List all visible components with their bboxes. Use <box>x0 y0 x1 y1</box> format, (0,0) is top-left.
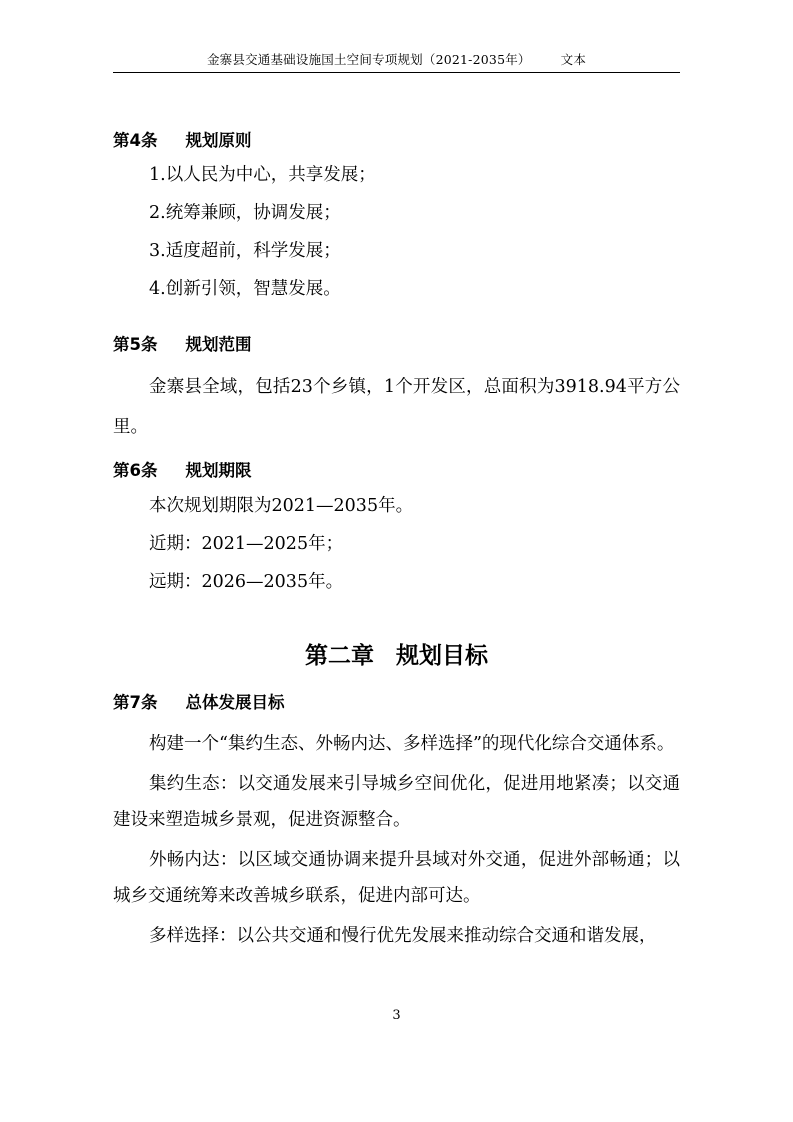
article-5 <box>113 330 680 447</box>
article-heading <box>113 126 680 161</box>
goal-paragraph: 集约生态：以交通发展来引导城乡空间优化，促进用地紧凑；以交通建设来塑造城乡景观，促进资源整合。 <box>113 774 680 830</box>
chapter-heading <box>113 637 680 670</box>
principle-item: 1.以人民为中心，共享发展； <box>149 165 376 185</box>
article-heading <box>113 688 680 726</box>
article-number: 第6条 <box>113 461 158 480</box>
article-title: 规划期限 <box>185 461 252 480</box>
article-title: 规划原则 <box>185 131 252 150</box>
article-title: 总体发展目标 <box>185 693 285 712</box>
goal-paragraph: 构建一个“集约生态、外畅内达、多样选择”的现代化综合交通体系。 <box>149 734 675 754</box>
article-7 <box>113 688 680 954</box>
page-header <box>113 50 680 68</box>
chapter-number: 第二章 <box>305 643 374 669</box>
principle-item: 4.创新引领，智慧发展。 <box>149 279 341 299</box>
article-number: 第5条 <box>113 335 158 354</box>
principle-item: 2.统筹兼顾，协调发展； <box>149 203 341 223</box>
article-4 <box>113 126 680 313</box>
scope-paragraph: 金寨县全域，包括23个乡镇，1个开发区，总面积为3918.94平方公里。 <box>113 377 680 437</box>
article-6 <box>113 456 680 606</box>
goal-paragraph: 外畅内达：以区域交通协调来提升县域对外交通，促进外部畅通；以城乡交通统筹来改善城乡联系，促进内部可达。 <box>113 850 680 906</box>
period-line: 近期：2021—2025年； <box>149 534 344 554</box>
period-line: 本次规划期限为2021—2035年。 <box>149 496 414 516</box>
goal-paragraph: 多样选择：以公共交通和慢行优先发展来推动综合交通和谐发展， <box>149 926 657 946</box>
page-number: 3 <box>392 1008 401 1023</box>
article-heading <box>113 456 680 492</box>
chapter-title: 规划目标 <box>396 643 488 669</box>
principle-item: 3.适度超前，科学发展； <box>149 241 341 261</box>
article-number: 第7条 <box>113 693 158 712</box>
article-number: 第4条 <box>113 131 158 150</box>
article-title: 规划范围 <box>185 335 252 354</box>
header-doc-type: 文本 <box>560 52 587 67</box>
period-line: 远期：2026—2035年。 <box>149 572 344 592</box>
header-rule <box>113 72 680 73</box>
article-heading <box>113 330 680 367</box>
header-title: 金寨县交通基础设施国土空间专项规划（2021-2035年） <box>206 52 531 67</box>
